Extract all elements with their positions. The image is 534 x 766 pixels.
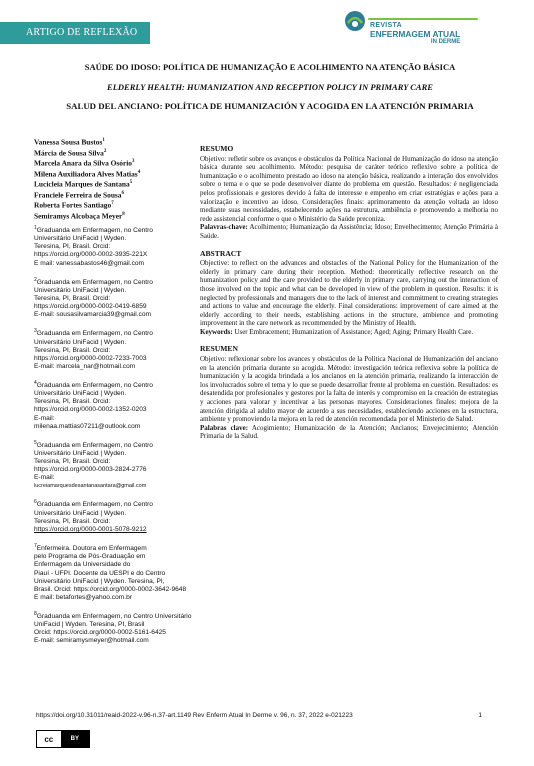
email[interactable]: milenaa.mattias07211@outlook.com — [34, 422, 141, 430]
affiliation-7: $^7$Enfermeira. Doutora em Enfermagem pelo Programa de Pós-Graduação em Enfermagem da Universidade do Piauí - UFPI. Docente da UESPI e do Centro Universitário UniFacid | Wyden. Teresina, PI, Brasil. Orcid: https://orcid.org/0000-0002-3642-9648 E mail: betafortes@yahoo.com.br — [34, 543, 187, 601]
citation-doi[interactable]: https://doi.org/10.31011/reaid-2022-v.96-n.37-art.1149 Rev Enferm Atual In Derme v. 96, n. 37, 2022 e-021223 — [36, 712, 353, 719]
journal-logo-swoosh — [368, 18, 478, 20]
abstract-es — [200, 345, 498, 441]
author: Lucicleia Marques de Santana$^5$ — [34, 179, 133, 189]
orcid-link[interactable]: https://orcid.org/0000-0002-7233-7003 — [34, 354, 147, 362]
section-heading: RESUMEN — [200, 344, 238, 354]
title-spanish: SALUD DEL ANCIANO: POLÍTICA DE HUMANIZACIÓN Y ACOGIDA EN LA ATENCIÓN PRIMARIA — [66, 101, 474, 111]
orcid-link[interactable]: https://orcid.org/0000-0001-5078-9212 — [34, 525, 147, 533]
journal-logo — [344, 10, 504, 46]
title-english: ELDERLY HEALTH: HUMANIZATION AND RECEPTION POLICY IN PRIMARY CARE — [107, 82, 433, 92]
author: Milena Auxiliadora Alves Matias$^4$ — [34, 169, 141, 179]
keywords: Palabras clave: Acogimiento; Humanización de la Atención; Ancianos; Envejecimiento; Atención Primaria de la Salud. — [200, 423, 499, 441]
section-heading: RESUMO — [200, 144, 234, 153]
author: Franciele Ferreira de Sousa$^6$ — [34, 190, 125, 200]
affiliation-4: $^4$Graduanda em Enfermagem, no Centro Universitário UniFacid | Wyden. Teresina, PI, Brasil. Orcid: https://orcid.org/0000-0002-1352-0203 E-mail: milenaa.mattias07211@outlook.com — [34, 379, 153, 430]
orcid-link[interactable]: Brasil. Orcid: https://orcid.org/0000-0002-3642-9648 — [34, 585, 187, 593]
orcid-link[interactable]: https://orcid.org/0000-0002-1352-0203 — [34, 406, 147, 414]
affiliation-3: $^3$Graduanda em Enfermagem, no Centro Universitário UniFacid | Wyden. Teresina, PI, Brasil. Orcid: https://orcid.org/0000-0002-7233-7003 E-mail: marcela_nar@hotmail.com — [34, 328, 153, 370]
author-list — [34, 136, 140, 221]
author: Márcia de Sousa Silva$^2$ — [34, 148, 107, 158]
email[interactable]: E mail: betafortes@yahoo.com.br — [34, 593, 132, 601]
email[interactable]: E-mail: marcela_nar@hotmail.com — [34, 362, 136, 370]
author: Semiramys Alcobaça Meyer$^8$ — [34, 211, 125, 221]
keywords: Palavras-chave: Acolhimento; Humanização da Assistência; Idoso; Envelhecimento; Atenção Primária à Saúde. — [200, 223, 498, 240]
page-number: 1 — [478, 712, 482, 719]
journal-logo-line2: ENFERMAGEM ATUAL — [370, 29, 461, 39]
keywords: Keywords: User Embracement; Humanization of Assistance; Aged; Aging; Primary Health Care. — [200, 327, 474, 336]
cc-license-badge[interactable] — [36, 730, 90, 748]
email[interactable]: lucreiamarquesdesantanasantara@gmail.com — [34, 483, 147, 490]
journal-logo-text — [370, 22, 460, 46]
journal-logo-line3: IN DERME — [430, 39, 461, 45]
author: Marcela Anara da Silva Osório$^3$ — [34, 158, 135, 168]
email[interactable]: E-mail: semiramysmeyer@hotmail.com — [34, 637, 149, 645]
affiliation-6: $^6$Graduanda em Enfermagem, no Centro Universitário UniFacid | Wyden. Teresina, PI, Brasil. Orcid: https://orcid.org/0000-0001-5078-9212 — [34, 499, 153, 533]
email[interactable]: E mail: vanessabastos46@gmail.com — [34, 259, 145, 267]
abstracts-column — [200, 145, 498, 450]
orcid-link[interactable]: Orcid: https://orcid.org/0000-0002-5161-6425 — [34, 629, 166, 637]
journal-logo-line1: REVISTA — [370, 22, 402, 29]
author: Vanessa Sousa Bustos$^1$ — [34, 137, 105, 147]
cc-icon: cc — [37, 731, 61, 747]
affiliation-8: $^8$Graduanda em Enfermagem, no Centro Universitário UniFacid | Wyden. Teresina, PI, Brasil Orcid: https://orcid.org/0000-0002-5161-6425 E-mail: semiramysmeyer@hotmail.com — [34, 610, 192, 645]
page-footer — [36, 712, 496, 719]
abstract-body: Objetivo: reflexionar sobre los avances y obstáculos de la Política Nacional de Humanización del anciano en la atención primaria durante su acogida. Método: investigación teórica reflexiva sobre la política de humanización y la acogida brindada a los ancianos en la atención primaria, realizando la interacción de los involucrados sobre el tema y lo que se puede desarrollar frente al problema en cuestión. Resultados: es desatendida por profesionales y gestores por la falta de interés y compromiso en la creación de estrategias y acciones para valorar y incentivar a las personas mayores. Consideraciones finales: mejora de la atención dirigida al adulto mayor de acuerdo a sus necesidades, estableciendo acciones en la estructura, ambiente y promoviendo la mejora en la red de atención recomendada por el Ministerio de Salud. — [200, 355, 498, 424]
orcid-link[interactable]: https://orcid.org/0000-0002-0419-6859 — [34, 303, 147, 311]
section-label: ARTIGO DE REFLEXÃO — [26, 27, 138, 38]
abstract-body: Objetivo: refletir sobre os avanços e obstáculos da Política Nacional de Humanização do idoso na atenção básica durante seu acolhimento. Método: pesquisa de caráter teórico reflexivo sobre a política de humanização e o acolhimento prestado ao idoso na atenção básica, realizando a interação dos envolvidos sobre o tema e o que se pode desenvolver diante do problema em questão. Resultados: é negligenciada pelos profissionais e gestores devido à falta de interesse e empenho em criar estratégias e ações para a valorização e incentivo ao idoso. Considerações finais: aprimoramento da atenção voltada ao idoso mediante suas necessidades, estabelecendo ações na estrutura, ambiência e promovendo a melhoria no rede assistencial conforme o que o Ministério da Saúde preconiza. — [200, 154, 498, 223]
abstract-pt — [200, 145, 498, 241]
title-portuguese: SAÚDE DO IDOSO: POLÍTICA DE HUMANIZAÇÃO E ACOLHIMENTO NA ATENÇÃO BÁSICA — [84, 62, 456, 72]
section-banner — [0, 22, 150, 44]
affiliation-2: $^2$Graduanda em Enfermagem, no Centro Universitário UniFacid | Wyden. Teresina, PI, Brasil. Orcid: https://orcid.org/0000-0002-0419-6859 E-mail: sousasilvamarcia39@gmail.com — [34, 276, 153, 319]
affiliations — [34, 224, 200, 653]
by-icon: BY — [61, 731, 89, 747]
email[interactable]: E-mail: sousasilvamarcia39@gmail.com — [34, 311, 151, 319]
journal-logo-icon — [344, 10, 366, 32]
affiliation-5: $^5$Graduanda em Enfermagem, no Centro Universitário UniFacid | Wyden. Teresina, PI, Brasil. Orcid: https://orcid.org/0000-0003-2824-2776 E-mail: lucreiamarquesdesantanasantara@gmail.com — [34, 439, 153, 490]
orcid-link[interactable]: https://orcid.org/0000-0003-2824-2776 — [34, 466, 147, 474]
section-heading: ABSTRACT — [200, 248, 242, 258]
abstract-en — [200, 250, 498, 337]
author: Roberta Fortes Santiago$^7$ — [34, 200, 114, 210]
affiliation-1: $^1$Graduanda em Enfermagem, no Centro Universitário UniFacid | Wyden. Teresina, PI, Brasil. Orcid: https://orcid.org/0000-0002-3935-221X E mail: vanessabastos46@gmail.com — [34, 225, 153, 267]
orcid-link[interactable]: https://orcid.org/0000-0002-3935-221X — [34, 251, 148, 259]
abstract-body: Objective: to reflect on the advances and obstacles of the National Policy for the Humanization of the elderly in primary care during their reception. Method: theoretically reflective research on the humanization policy and the care provided to the elderly in primary care, carrying out the interaction of those involved on the topic and what can be developed in view of the problem in question. Results: it is neglected by professionals and managers due to the lack of interest and commitment to creating strategies and actions to value and encourage the elderly. Final considerations: improvement of care aimed at the elderly according to their needs, establishing actions in the structure, ambience and promoting improvement in the care network as recommended by the Ministry of Health. — [200, 259, 498, 328]
